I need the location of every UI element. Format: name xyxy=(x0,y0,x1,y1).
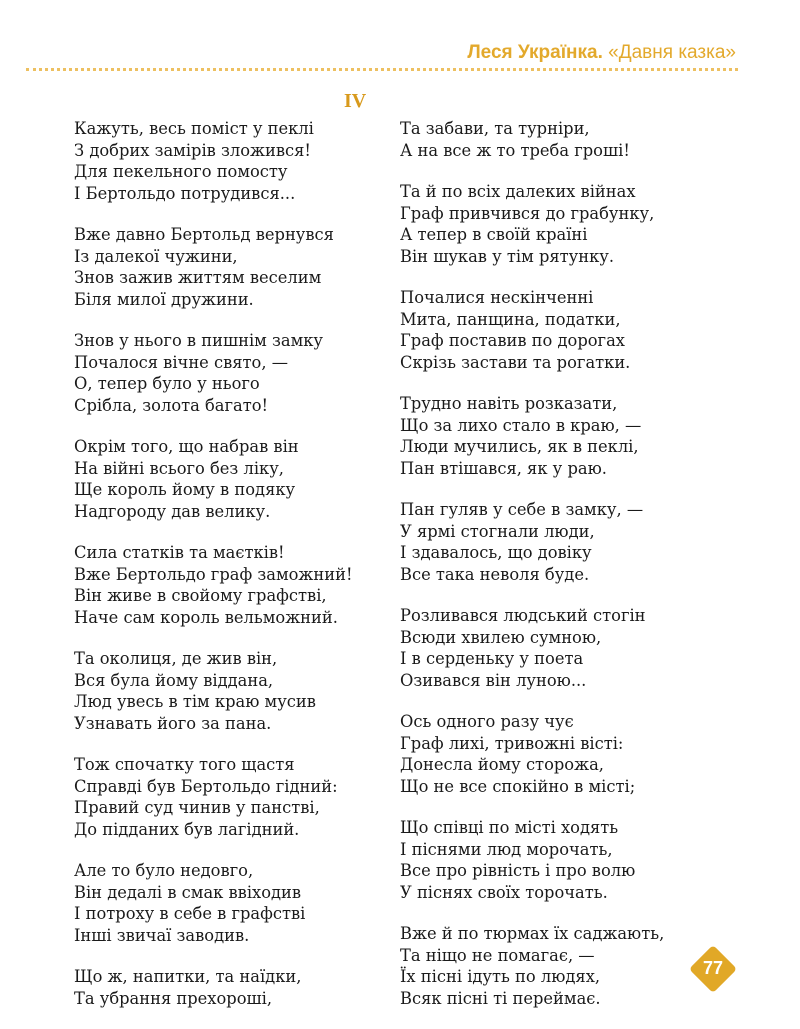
poem-line: На війні всього без ліку, xyxy=(74,458,284,478)
stanza xyxy=(74,966,404,1009)
poem-line: Біля милої дружини. xyxy=(74,289,254,309)
stanza xyxy=(400,711,730,797)
poem-line: Наче сам король вельможний. xyxy=(74,607,338,627)
poem-line: І піснями люд морочать, xyxy=(400,839,613,859)
poem-line: Всюди хвилею сумною, xyxy=(400,627,602,647)
poem-line: Кажуть, весь поміст у пеклі xyxy=(74,119,314,138)
poem-line: Трудно навіть розказати, xyxy=(400,394,618,413)
poem-line: Сила статків та маєтків! xyxy=(74,543,285,562)
poem-line: Що співці по місті ходять xyxy=(400,818,619,837)
poem-line: Із далекої чужини, xyxy=(74,246,238,266)
poem-line: Правий суд чинив у панстві, xyxy=(74,798,320,817)
poem-line: Ось одного разу чує xyxy=(400,712,574,731)
poem-line: До підданих був лагідний. xyxy=(74,819,300,839)
poem-line: І Бертольдо потрудився... xyxy=(74,183,296,203)
section-number: IV xyxy=(344,90,367,112)
poem-line: Розливався людський стогін xyxy=(400,606,646,625)
poem-line: Справді був Бертольдо гідний: xyxy=(74,776,338,796)
poem-line: Скрізь застави та рогатки. xyxy=(400,352,631,372)
poem-line: З добрих замірів зложився! xyxy=(74,140,311,160)
poem-line: Вся була йому віддана, xyxy=(74,670,274,690)
poem-line: Що за лихо стало в краю, — xyxy=(400,415,642,435)
poem-line: Їх пісні ідуть по людях, xyxy=(400,967,601,986)
stanza xyxy=(400,923,730,1009)
running-head xyxy=(467,42,736,64)
stanza xyxy=(400,181,730,267)
poem-line: Вже давно Бертольд вернувся xyxy=(74,225,334,244)
stanza xyxy=(400,287,730,373)
poem-line: Він дедалі в смак ввіходив xyxy=(74,882,302,902)
poem-line: І в серденьку у поета xyxy=(400,649,584,668)
page-number-badge xyxy=(690,946,736,992)
poem-line: Почалися нескінченні xyxy=(400,288,594,307)
poem-line: Граф лихі, тривожні вісті: xyxy=(400,733,624,753)
poem-line: Та забави, та турніри, xyxy=(400,119,590,138)
stanza xyxy=(400,499,730,585)
poem-line: Він живе в свойому графстві, xyxy=(74,586,327,605)
poem-line: Надгороду дав велику. xyxy=(74,501,271,521)
poem-line: Граф привчився до грабунку, xyxy=(400,203,655,223)
stanza xyxy=(74,648,404,734)
poem-line: Ще король йому в подяку xyxy=(74,480,296,499)
poem-line: Вже й по тюрмах їх саджають, xyxy=(400,924,665,943)
poem-line: Пан втішався, як у раю. xyxy=(400,458,607,478)
poem-line: Пан гуляв у себе в замку, — xyxy=(400,500,644,519)
running-head-author: Леся Українка. xyxy=(467,42,603,63)
poem-line: О, тепер було у нього xyxy=(74,374,260,393)
poem-line: Вже Бертольдо граф заможний! xyxy=(74,564,353,584)
poem-line: Для пекельного помосту xyxy=(74,162,288,181)
poem-line: Граф поставив по дорогах xyxy=(400,331,625,350)
poem-line: Він шукав у тім рятунку. xyxy=(400,246,615,266)
poem-line: Що ж, напитки, та наїдки, xyxy=(74,967,302,986)
poem-line: У ярмі стогнали люди, xyxy=(400,521,595,541)
poem-line: Знов зажив життям веселим xyxy=(74,268,322,287)
poem-line: Срібла, золота багато! xyxy=(74,395,269,415)
stanza xyxy=(74,224,404,310)
poem-line: Та околиця, де жив він, xyxy=(74,649,278,668)
poem-line: Окрім того, що набрав він xyxy=(74,437,299,456)
poem-line: У піснях своїх торочать. xyxy=(400,882,608,902)
poem-line: Узнавать його за пана. xyxy=(74,713,272,733)
header-divider xyxy=(26,68,738,71)
poem-line: Що не все спокійно в місті; xyxy=(400,776,636,796)
poem-line: Тож спочатку того щастя xyxy=(74,755,295,774)
stanza xyxy=(74,330,404,416)
stanza xyxy=(74,436,404,522)
poem-line: Мита, панщина, податки, xyxy=(400,309,621,329)
stanza xyxy=(74,118,404,204)
poem-line: Все така неволя буде. xyxy=(400,564,590,584)
poem-right-column xyxy=(400,118,730,1029)
poem-line: Люди мучились, як в пеклі, xyxy=(400,437,639,456)
running-head-title: «Давня казка» xyxy=(608,42,736,63)
poem-line: Люд увесь в тім краю мусив xyxy=(74,692,316,711)
poem-line: Донесла йому сторожа, xyxy=(400,755,604,774)
poem-line: Та ніщо не помагає, — xyxy=(400,945,595,965)
stanza xyxy=(74,860,404,946)
stanza xyxy=(74,542,404,628)
poem-line: Почалося вічне свято, — xyxy=(74,352,288,372)
poem-line: А тепер в своїй країні xyxy=(400,225,588,244)
poem-line: Та й по всіх далеких війнах xyxy=(400,182,636,201)
poem-line: Інші звичаї заводив. xyxy=(74,925,250,945)
poem-line: А на все ж то треба гроші! xyxy=(400,140,630,160)
poem-line: Знов у нього в пишнім замку xyxy=(74,331,324,350)
poem-line: І потроху в себе в графстві xyxy=(74,904,306,923)
stanza xyxy=(400,393,730,479)
stanza xyxy=(400,118,730,161)
stanza xyxy=(400,605,730,691)
poem-line: Все про рівність і про волю xyxy=(400,861,636,880)
poem-line: Але то було недовго, xyxy=(74,861,254,880)
poem-left-column xyxy=(74,118,404,1029)
stanza xyxy=(74,754,404,840)
stanza xyxy=(400,817,730,903)
poem-line: Та убрання прехороші, xyxy=(74,988,273,1008)
poem-line: І здавалось, що довіку xyxy=(400,543,592,562)
poem-line: Озивався він луною... xyxy=(400,670,587,690)
poem-line: Всяк пісні ті переймає. xyxy=(400,988,601,1008)
page-number: 77 xyxy=(702,958,724,978)
